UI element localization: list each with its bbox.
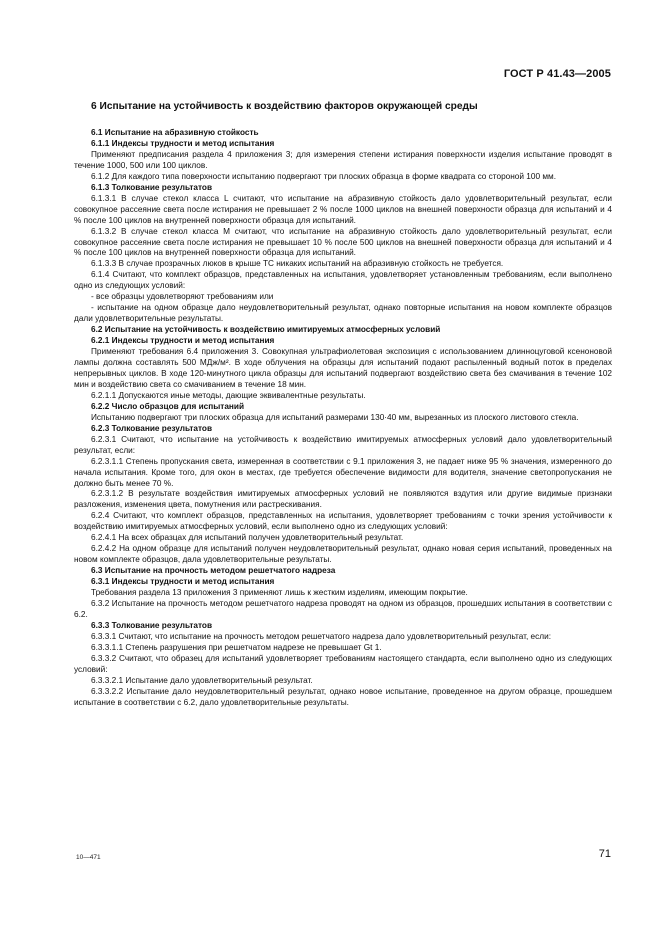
- paragraph-list: [74, 128, 612, 709]
- paragraph: 6.2.3.1.2 В результате воздействия имитируемых атмосферных условий не появляются вздутия или другие видимые признаки разложения, изменения цвета, помутнения или растрескивания.: [74, 489, 612, 510]
- paragraph: 6.2.4.2 На одном образце для испытаний получен неудовлетворительный результат, однако новая серия испытаний, проведенных на новом комплекте образцов, дала удовлетворительные результаты.: [74, 544, 612, 565]
- standard-header: ГОСТ Р 41.43—2005: [503, 68, 611, 80]
- paragraph: 6.3.3.2.1 Испытание дало удовлетворительный результат.: [91, 675, 313, 685]
- paragraph: - испытание на одном образце дало неудовлетворительный результат, однако повторные испытания на новом комплекте образцов дали удовлетворительные результаты.: [74, 303, 612, 324]
- section-heading: 6.2.3 Толкование результатов: [91, 423, 213, 433]
- section-heading: 6.1.1 Индексы трудности и метод испытания: [91, 138, 275, 148]
- section-heading: 6.2.1 Индексы трудности и метод испытания: [91, 336, 275, 346]
- section-heading: 6.2.2 Число образцов для испытаний: [91, 401, 245, 411]
- paragraph: 6.2.3.1.1 Степень пропускания света, измеренная в соответствии с 9.1 приложения 3, не падает ниже 95 % значения, измеренного до начала испытания. Кроме того, для окон в местах, где требуется обеспечение видимости для водителя, значение светопропускания не должно быть менее 70 %.: [74, 456, 612, 488]
- paragraph: 6.1.3.3 В случае прозрачных люков в крыше ТС никаких испытаний на абразивную стойкость не требуется.: [91, 259, 504, 269]
- paragraph: 6.1.2 Для каждого типа поверхности испытанию подвергают три плоских образца в форме квадрата со стороной 100 мм.: [91, 171, 556, 181]
- section-heading: 6.3.3 Толкование результатов: [91, 620, 213, 630]
- paragraph: Требования раздела 13 приложения 3 применяют лишь к жестким изделиям, имеющим покрытие.: [91, 588, 468, 598]
- paragraph: 6.1.3.1 В случае стекол класса L считают, что испытание на абразивную стойкость дало удовлетворительный результат, если совокупное рассеяние света после истирания не превышает 2 % после 1000 циклов на внешней поверхности образца для испытаний и 4 % после 100 циклов на внутренней поверхности образца для испытаний.: [74, 193, 612, 225]
- paragraph: 6.2.4.1 На всех образцах для испытаний получен удовлетворительный результат.: [91, 533, 404, 543]
- section-title: 6 Испытание на устойчивость к воздействию факторов окружающей среды: [91, 101, 478, 112]
- section-heading: 6.3 Испытание на прочность методом решетчатого надреза: [91, 566, 336, 576]
- page-number: 71: [598, 848, 611, 860]
- paragraph: 6.2.1.1 Допускаются иные методы, дающие эквивалентные результаты.: [91, 390, 366, 400]
- paragraph: - все образцы удовлетворяют требованиям или: [91, 292, 274, 302]
- paragraph: 6.3.3.1.1 Степень разрушения при решетчатом надрезе не превышает Gt 1.: [91, 642, 382, 652]
- paragraph: 6.3.3.1 Считают, что испытание на прочность методом решетчатого надреза дало удовлетворительный результат, если:: [91, 631, 551, 641]
- paragraph: 6.2.4 Считают, что комплект образцов, представленных на испытания, удовлетворяет требованиям с точки зрения устойчивости к воздействию имитируемых атмосферных условий, если выполнено одно из следующих условий:: [74, 511, 612, 532]
- paragraph: Применяют предписания раздела 4 приложения 3; для измерения степени истирания поверхности изделия испытание проводят в течение 1000, 500 или 100 циклов.: [74, 149, 612, 170]
- section-heading: 6.2 Испытание на устойчивость к воздействию имитируемых атмосферных условий: [91, 325, 441, 335]
- paragraph: 6.3.2 Испытание на прочность методом решетчатого надреза проводят на одном из образцов, прошедших испытания в соответствии с 6.2.: [74, 598, 612, 619]
- paragraph: Испытанию подвергают три плоских образца для испытаний размерами 130·40 мм, вырезанных из плоского листового стекла.: [91, 412, 579, 422]
- section-heading: 6.1.3 Толкование результатов: [91, 182, 213, 192]
- page-content: [74, 100, 612, 709]
- section-heading: 6.3.1 Индексы трудности и метод испытания: [91, 577, 275, 587]
- section-heading: 6.1 Испытание на абразивную стойкость: [91, 128, 259, 137]
- paragraph: 6.1.4 Считают, что комплект образцов, представленных на испытания, удовлетворяет установленным требованиям, если выполнено одно из следующих условий:: [74, 270, 612, 291]
- paragraph: 6.3.3.2.2 Испытание дало неудовлетворительный результат, однако новое испытание, проведенное на другом образце, прошедшем испытание в соответствии с 6.2, дало удовлетворительные результаты.: [74, 686, 612, 707]
- paragraph: Применяют требования 6.4 приложения 3. Совокупная ультрафиолетовая экспозиция с использованием длинноцуговой ксеноновой лампы должна составлять 500 МДж/м². В ходе облучения на образцы для испытаний подают распыленный водный поток в пределах непрерывных циклов. В ходе 120-минутного цикла образцы для испытаний подвергают воздействию света без смачивания в течение 102 мин и воздействию света со смачиванием в течение 18 мин.: [74, 347, 612, 389]
- print-code: 10—471: [76, 854, 101, 861]
- paragraph: 6.3.3.2 Считают, что образец для испытаний удовлетворяет требованиям настоящего стандарта, если выполнено одно из следующих условий:: [74, 653, 612, 674]
- paragraph: 6.1.3.2 В случае стекол класса M считают, что испытание на абразивную стойкость дало удовлетворительный результат, если совокупное рассеяние света после истирания не превышает 10 % после 500 циклов на внешней поверхности образца для испытаний и 4 % после 100 циклов на внутренней поверхности образца для испытаний.: [74, 226, 612, 258]
- paragraph: 6.2.3.1 Считают, что испытание на устойчивость к воздействию имитируемых атмосферных условий дало удовлетворительный результат, если:: [74, 434, 612, 455]
